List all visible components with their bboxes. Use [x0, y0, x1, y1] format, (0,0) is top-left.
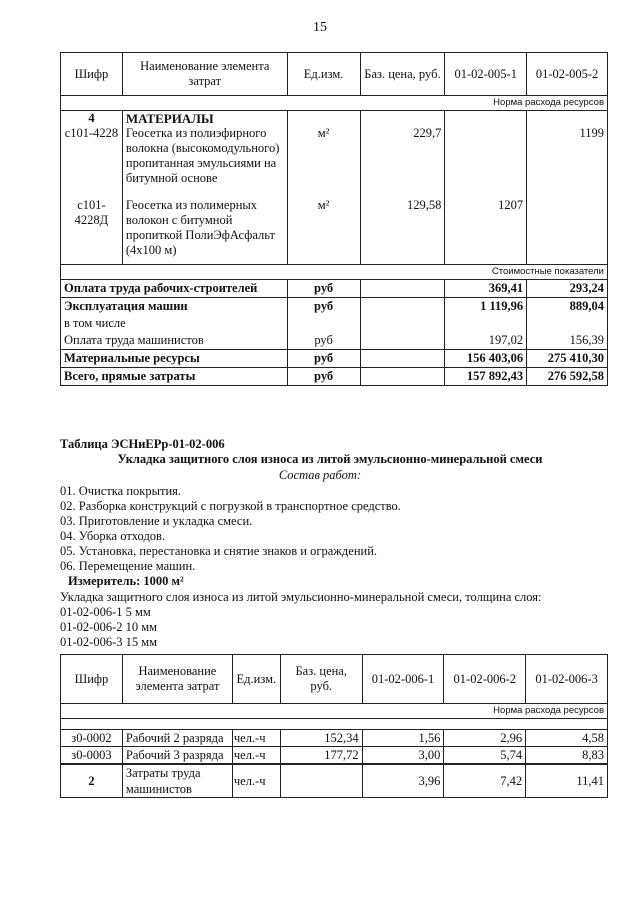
- summary-unit: руб: [287, 332, 360, 350]
- total-price: [280, 764, 362, 798]
- work-item: 03. Приготовление и укладка смеси.: [60, 514, 253, 528]
- summary-v2: 275 410,30: [527, 350, 608, 368]
- variant-item: 01-02-006-2 10 мм: [60, 620, 158, 634]
- work-item: 05. Установка, перестановка и снятие знаков и ограждений.: [60, 544, 378, 558]
- material-code: с101-4228: [61, 126, 123, 198]
- material-v1: [445, 126, 527, 198]
- resource-table-005: [60, 52, 608, 386]
- material-unit: м²: [287, 126, 360, 198]
- summary-name: Оплата труда машинистов: [61, 332, 288, 350]
- material-v2: [527, 198, 608, 265]
- variant-item: 01-02-006-1 5 мм: [60, 605, 151, 619]
- table-header-row: [61, 655, 608, 704]
- header-col2: 01-02-006-2: [444, 655, 526, 704]
- summary-name: Оплата труда рабочих-строителей: [61, 280, 288, 298]
- section-title: МАТЕРИАЛЫ: [122, 111, 287, 127]
- total-unit: чел.-ч: [232, 764, 280, 798]
- section-row: [61, 111, 608, 127]
- summary-unit: руб: [287, 298, 360, 316]
- row-price: 177,72: [280, 747, 362, 765]
- summary-v2: 889,04: [527, 298, 608, 316]
- summary-row: [61, 298, 608, 316]
- meter: Измеритель: 1000 м²: [68, 574, 184, 588]
- row-v2: 2,96: [444, 730, 526, 747]
- table-title: Таблица ЭСНиЕРр-01-02-006: [60, 437, 225, 451]
- table-row: [61, 747, 608, 765]
- total-v3: 11,41: [526, 764, 608, 798]
- header-col3: 01-02-006-3: [526, 655, 608, 704]
- summary-name: Материальные ресурсы: [61, 350, 288, 368]
- header-name: Наименование элемента затрат: [122, 655, 232, 704]
- summary-row: [61, 315, 608, 332]
- total-name: Затраты труда машинистов: [122, 764, 232, 798]
- row-v2: 5,74: [444, 747, 526, 765]
- table-subtitle: Укладка защитного слоя износа из литой эмульсионно-минеральной смеси: [117, 452, 543, 466]
- page-number: 15: [313, 20, 327, 35]
- summary-v1: 157 892,43: [445, 368, 527, 386]
- table-row: [61, 198, 608, 265]
- header-price: Баз. цена, руб.: [280, 655, 362, 704]
- work-item: 04. Уборка отходов.: [60, 529, 166, 543]
- summary-row: [61, 332, 608, 350]
- header-price: Баз. цена, руб.: [360, 53, 445, 96]
- section-number: 4: [61, 111, 123, 127]
- header-code: Шифр: [61, 655, 123, 704]
- row-v3: 8,83: [526, 747, 608, 765]
- row-price: 152,34: [280, 730, 362, 747]
- row-unit: чел.-ч: [232, 730, 280, 747]
- summary-v1: 1 119,96: [445, 298, 527, 316]
- variant-item: 01-02-006-3 15 мм: [60, 635, 158, 649]
- header-col1: 01-02-005-1: [445, 53, 527, 96]
- description: Укладка защитного слоя износа из литой эмульсионно-минеральной смеси, толщина слоя:: [60, 590, 542, 604]
- work-item: 06. Перемещение машин.: [60, 559, 196, 573]
- row-code: з0-0002: [61, 730, 123, 747]
- material-name: Геосетка из полиэфирного волокна (высокомодульного) пропитанная эмульсиями на битумной основе: [122, 126, 287, 198]
- summary-unit: руб: [287, 368, 360, 386]
- table-row: [61, 730, 608, 747]
- header-unit: Ед.изм.: [232, 655, 280, 704]
- row-name: Рабочий 2 разряда: [122, 730, 232, 747]
- header-code: Шифр: [61, 53, 123, 96]
- works-title: Состав работ:: [278, 468, 362, 482]
- row-unit: чел.-ч: [232, 747, 280, 765]
- norm-label: Норма расхода ресурсов: [61, 704, 608, 719]
- total-code: 2: [61, 764, 123, 798]
- summary-row: [61, 350, 608, 368]
- summary-name: Всего, прямые затраты: [61, 368, 288, 386]
- total-v2: 7,42: [444, 764, 526, 798]
- material-price: 229,7: [360, 126, 445, 198]
- resource-table-006: [60, 654, 608, 798]
- table-row: [61, 126, 608, 198]
- row-name: Рабочий 3 разряда: [122, 747, 232, 765]
- row-v1: 3,00: [362, 747, 444, 765]
- material-name: Геосетка из полимерных волокон с битумной пропиткой ПолиЭфАсфальт (4х100 м): [122, 198, 287, 265]
- total-row: [61, 764, 608, 798]
- header-unit: Ед.изм.: [287, 53, 360, 96]
- row-v1: 1,56: [362, 730, 444, 747]
- summary-unit: руб: [287, 280, 360, 298]
- summary-unit: руб: [287, 350, 360, 368]
- summary-v2: 293,24: [527, 280, 608, 298]
- summary-name: Эксплуатация машин: [61, 298, 288, 316]
- header-name: Наименование элемента затрат: [122, 53, 287, 96]
- total-v1: 3,96: [362, 764, 444, 798]
- material-unit: м²: [287, 198, 360, 265]
- summary-v2: 276 592,58: [527, 368, 608, 386]
- summary-v2: 156,39: [527, 332, 608, 350]
- cost-label: Стоимостные показатели: [61, 265, 608, 280]
- work-item: 02. Разборка конструкций с погрузкой в транспортное средство.: [60, 499, 401, 513]
- summary-v1: 156 403,06: [445, 350, 527, 368]
- work-item: 01. Очистка покрытия.: [60, 484, 182, 498]
- header-col1: 01-02-006-1: [362, 655, 444, 704]
- summary-row: [61, 280, 608, 298]
- summary-v1: 197,02: [445, 332, 527, 350]
- summary-v1: 369,41: [445, 280, 527, 298]
- material-v2: 1199: [527, 126, 608, 198]
- material-code: с101-4228Д: [61, 198, 123, 265]
- norm-label: Норма расхода ресурсов: [61, 96, 608, 111]
- summary-row: [61, 368, 608, 386]
- summary-name: в том числе: [61, 315, 288, 332]
- table-header-row: [61, 53, 608, 96]
- material-v1: 1207: [445, 198, 527, 265]
- material-price: 129,58: [360, 198, 445, 265]
- row-v3: 4,58: [526, 730, 608, 747]
- header-col2: 01-02-005-2: [527, 53, 608, 96]
- row-code: з0-0003: [61, 747, 123, 765]
